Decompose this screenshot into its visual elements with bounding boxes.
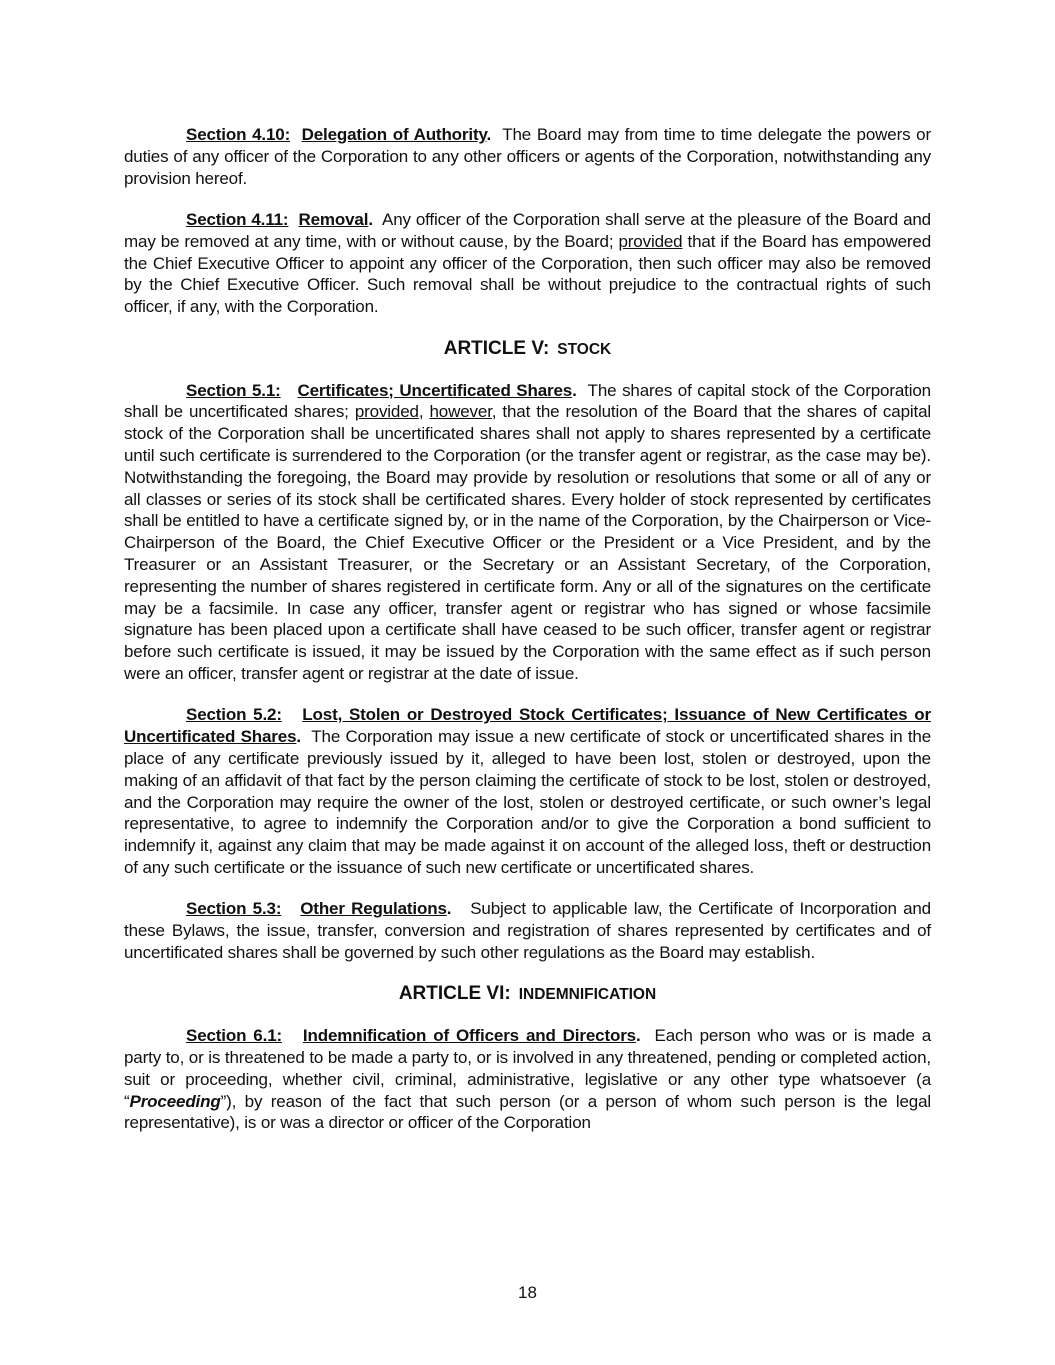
article-label: ARTICLE V:	[443, 337, 550, 359]
section-number: Section 4.11:	[186, 209, 289, 229]
page-body	[124, 124, 931, 1154]
underlined-term: provided	[354, 402, 419, 422]
article-label: ARTICLE VI:	[398, 983, 511, 1005]
section-6-1: Section 6.1: Indemnification of Officers and Directors. Each person who was or is made a party to, or is threatened to be made a party to, or is involved in any threatened, pending or completed action, suit or proceeding, whether civil, criminal, administrative, legislative or any other type whatsoever (a “Proceeding”), by reason of the fact that such person (or a person of whom such person is the legal representative), is or was a director or officer of the Corporation	[124, 1026, 931, 1133]
underlined-term: provided	[618, 231, 683, 251]
section-title: Certificates; Uncertificated Shares	[297, 380, 573, 400]
section-text: that if the Board has empowered the Chief Executive Officer to appoint any officer of the Corporation, then such officer may also be removed by the Chief Executive Officer. Such removal shall be without prejudice to the contractual rights of such officer, if any, with the Corporation.	[124, 231, 931, 317]
section-number: Section 6.1:	[186, 1026, 283, 1046]
section-number: Section 5.2:	[186, 705, 282, 725]
section-text: The shares of capital stock of the Corporation shall be uncertificated shares;	[124, 380, 931, 422]
section-title: Other Regulations	[300, 899, 447, 919]
section-4-11: Section 4.11: Removal. Any officer of the Corporation shall serve at the pleasure of the Board and may be removed at any time, with or without cause, by the Board; provided that if the Board has empowered the Chief Executive Officer to appoint any officer of the Corporation, then such officer may also be removed by the Chief Executive Officer. Such removal shall be without prejudice to the contractual rights of such officer, if any, with the Corporation.	[124, 209, 931, 317]
section-number: Section 4.10:	[186, 125, 291, 144]
underlined-term: however	[429, 402, 492, 422]
section-text: Any officer of the Corporation shall serve at the pleasure of the Board and may be removed at any time, with or without cause, by the Board;	[124, 209, 931, 251]
section-title: Indemnification of Officers and Directors	[302, 1026, 636, 1046]
separator: ,	[418, 402, 430, 422]
section-text: , that the resolution of the Board that the shares of capital stock of the Corporation shall be uncertificated shares shall not apply to shares represented by a certificate until such certificate is surrendered to the Corporation (or the transfer agent or registrar, as the case may be). Notwithstanding the foregoing, the Board may provide by resolution or resolutions that some or all of any or all classes or series of its stock shall be certificated shares. Every holder of stock represented by certificates shall be entitled to have a certificate signed by, or in the name of the Corporation, by the Chairperson or Vice-Chairperson of the Board, the Chief Executive Officer or the President or a Vice President, and by the Treasurer or an Assistant Treasurer, or the Secretary or an Assistant Secretary, of the Corporation, representing the number of shares registered in certificate form. Any or all of the signatures on the certificate may be a facsimile. In case any officer, transfer agent or registrar who has signed or whose facsimile signature has been placed upon a certificate shall have ceased to be such officer, transfer agent or registrar before such certificate is issued, it may be issued by the Corporation with the same effect as if such person were an officer, transfer agent or registrar at the date of issue.	[124, 402, 932, 683]
defined-term: Proceeding	[129, 1091, 221, 1111]
section-text: Each person who was or is made a party to, or is threatened to be made a party to, or is involved in any threatened, pending or completed action, suit or proceeding, whether civil, criminal, administrative, legislative or any other type whatsoever (a “	[124, 1026, 931, 1111]
section-number: Section 5.3:	[186, 899, 282, 919]
section-title: Delegation of Authority	[301, 125, 487, 144]
section-text: ”), by reason of the fact that such person (or a person of whom such person is the legal representative), is or was a director or officer of the Corporation	[124, 1091, 931, 1133]
article-subtitle: INDEMNIFICATION	[518, 986, 657, 1004]
section-text: Subject to applicable law, the Certificate of Incorporation and these Bylaws, the issue, transfer, conversion and registration of shares represented by certificates and of uncertificated shares shall be governed by such other regulations as the Board may establish.	[124, 899, 931, 962]
article-heading	[124, 983, 931, 1006]
section-title: Removal	[298, 209, 369, 229]
section-5-3: Section 5.3: Other Regulations. Subject to applicable law, the Certificate of Incorporation and these Bylaws, the issue, transfer, conversion and registration of shares represented by certificates and of uncertificated shares shall be governed by such other regulations as the Board may establish.	[124, 899, 931, 962]
article-heading	[124, 338, 931, 361]
section-text: The Board may from time to time delegate the powers or duties of any officer of the Corporation to any other officers or agents of the Corporation, notwithstanding any provision hereof.	[124, 125, 931, 188]
article-subtitle: STOCK	[557, 340, 612, 358]
page-number: 18	[518, 1283, 537, 1302]
section-5-2: Section 5.2: Lost, Stolen or Destroyed Stock Certificates; Issuance of New Certificates or Uncertificated Shares. The Corporation may issue a new certificate of stock or uncertificated shares in the place of any certificate previously issued by it, alleged to have been lost, stolen or destroyed, upon the making of an affidavit of that fact by the person claiming the certificate of stock to be lost, stolen or destroyed, and the Corporation may require the owner of the lost, stolen or destroyed certificate, or such owner’s legal representative, to agree to indemnify the Corporation and/or to give the Corporation a bond sufficient to indemnify it, against any claim that may be made against it on account of the alleged loss, theft or destruction of any such certificate or the issuance of such new certificate or uncertificated shares.	[124, 705, 932, 877]
section-4-10: Section 4.10: Delegation of Authority. The Board may from time to time delegate the powers or duties of any officer of the Corporation to any other officers or agents of the Corporation, notwithstanding any provision hereof.	[124, 125, 931, 188]
section-number: Section 5.1:	[186, 380, 281, 400]
section-5-1: Section 5.1: Certificates; Uncertificated Shares. The shares of capital stock of the Corporation shall be uncertificated shares; provided, however, that the resolution of the Board that the shares of capital stock of the Corporation shall be uncertificated shares shall not apply to shares represented by a certificate until such certificate is surrendered to the Corporation (or the transfer agent or registrar, as the case may be). Notwithstanding the foregoing, the Board may provide by resolution or resolutions that some or all of any or all classes or series of its stock shall be certificated shares. Every holder of stock represented by certificates shall be entitled to have a certificate signed by, or in the name of the Corporation, by the Chairperson or Vice-Chairperson of the Board, the Chief Executive Officer or the President or a Vice President, and by the Treasurer or an Assistant Treasurer, or the Secretary or an Assistant Secretary, of the Corporation, representing the number of shares registered in certificate form. Any or all of the signatures on the certificate may be a facsimile. In case any officer, transfer agent or registrar who has signed or whose facsimile signature has been placed upon a certificate shall have ceased to be such officer, transfer agent or registrar before such certificate is issued, it may be issued by the Corporation with the same effect as if such person were an officer, transfer agent or registrar at the date of issue.	[124, 380, 932, 683]
section-title: Lost, Stolen or Destroyed Stock Certificates; Issuance of New Certificates or Uncertificated Shares	[124, 705, 931, 747]
section-text: The Corporation may issue a new certificate of stock or uncertificated shares in the place of any certificate previously issued by it, alleged to have been lost, stolen or destroyed, upon the making of an affidavit of that fact by the person claiming the certificate of stock to be lost, stolen or destroyed, and the Corporation may require the owner of the lost, stolen or destroyed certificate, or such owner’s legal representative, to agree to indemnify the Corporation and/or to give the Corporation a bond sufficient to indemnify it, against any claim that may be made against it on account of the alleged loss, theft or destruction of any such certificate or the issuance of such new certificate or uncertificated shares.	[124, 727, 932, 877]
